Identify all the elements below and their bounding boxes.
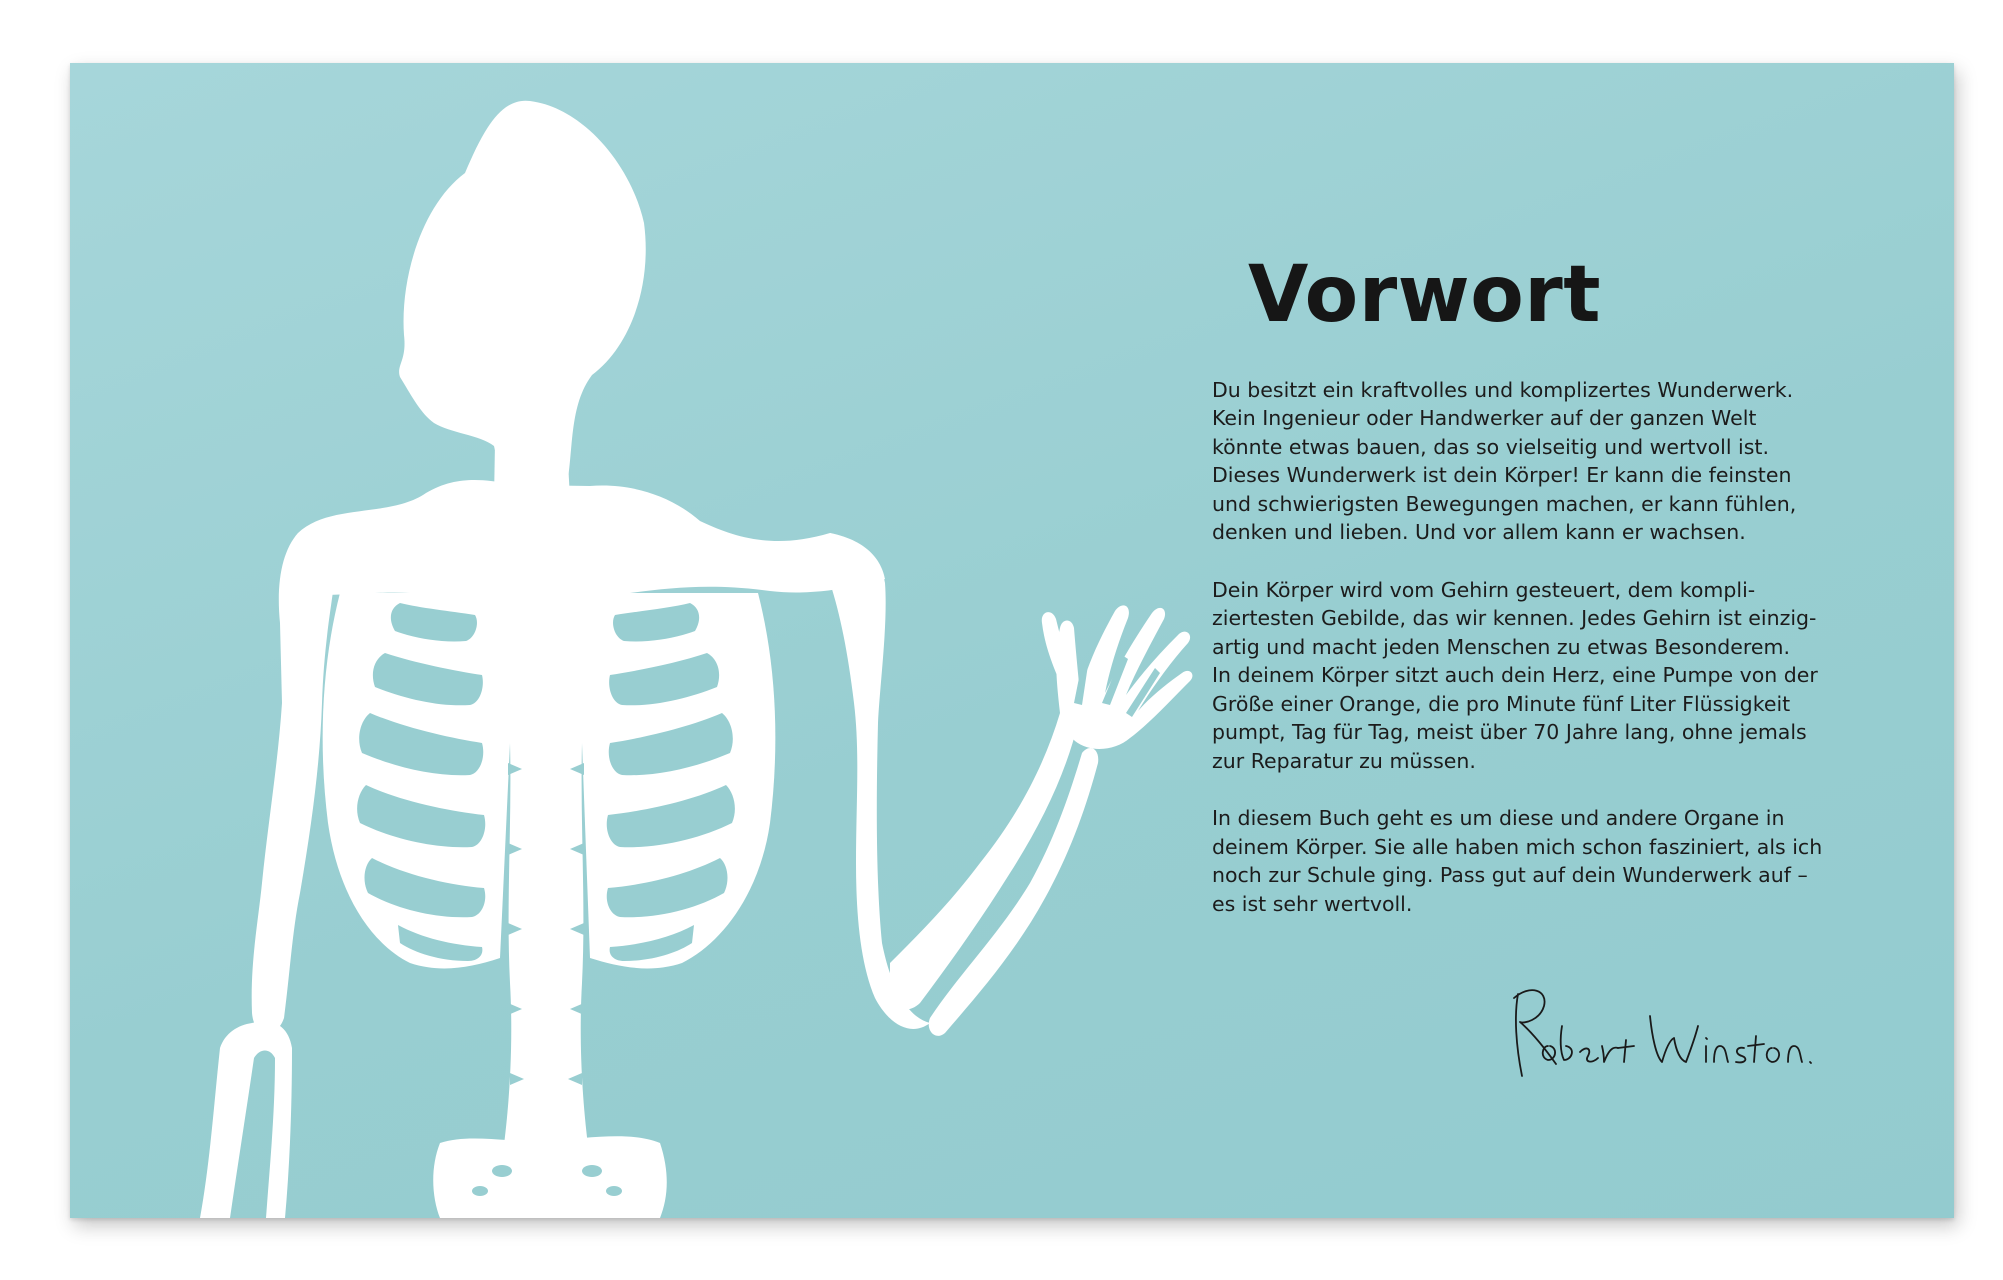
left-forearm xyxy=(200,1021,292,1218)
text-line: Größe einer Orange, die pro Minute fünf Liter Flüssigkeit xyxy=(1212,691,1791,716)
text-line: Du besitzt ein kraftvolles und komplizertes Wunderwerk. xyxy=(1212,377,1794,402)
right-forearm-bone xyxy=(929,748,1099,1036)
right-hand xyxy=(1056,605,1192,749)
text-line: könnte etwas bauen, das so vielseitig und wertvoll ist. xyxy=(1212,434,1769,459)
text-line: Kein Ingenieur oder Handwerker auf der ganzen Welt xyxy=(1212,406,1757,431)
foreword-body xyxy=(1212,376,1882,919)
text-line: und schwierigsten Bewegungen machen, er kann fühlen, xyxy=(1212,491,1797,516)
rib-cage xyxy=(323,593,510,968)
text-line: pumpt, Tag für Tag, meist über 70 Jahre lang, ohne jemals xyxy=(1212,720,1807,745)
text-line: noch zur Schule ging. Pass gut auf dein Wunderwerk auf – xyxy=(1212,863,1808,888)
text-line: Dein Körper wird vom Gehirn gesteuert, dem kompli- xyxy=(1212,577,1756,602)
text-line: es ist sehr wertvoll. xyxy=(1212,891,1413,916)
text-line: Dieses Wunderwerk ist dein Körper! Er kann die feinsten xyxy=(1212,463,1792,488)
page-title: Vorwort xyxy=(1248,250,1602,340)
paragraph-2 xyxy=(1212,576,1882,776)
text-line: zur Reparatur zu müssen. xyxy=(1212,748,1476,773)
signature xyxy=(1500,976,1820,1086)
pelvis xyxy=(433,1136,667,1218)
page-card xyxy=(70,63,1954,1218)
skull xyxy=(399,101,646,490)
text-line: deinem Körper. Sie alle haben mich schon fasziniert, als ich xyxy=(1212,834,1823,859)
text-line: artig und macht jeden Menschen zu etwas Besonderem. xyxy=(1212,634,1790,659)
paragraph-3 xyxy=(1212,804,1882,918)
text-line: In deinem Körper sitzt auch dein Herz, eine Pumpe von der xyxy=(1212,663,1818,688)
text-line: In diesem Buch geht es um diese und andere Organe in xyxy=(1212,806,1785,831)
spine xyxy=(500,499,592,1173)
text-line: denken und lieben. Und vor allem kann er wachsen. xyxy=(1212,520,1746,545)
text-line: ziertesten Gebilde, das wir kennen. Jedes Gehirn ist einzig- xyxy=(1212,606,1817,631)
left-upper-arm xyxy=(252,533,334,1034)
foreword-text-block xyxy=(1212,250,1882,947)
rib-cage-right xyxy=(582,593,775,968)
shoulder-girdle xyxy=(294,480,885,595)
paragraph-1 xyxy=(1212,376,1882,547)
